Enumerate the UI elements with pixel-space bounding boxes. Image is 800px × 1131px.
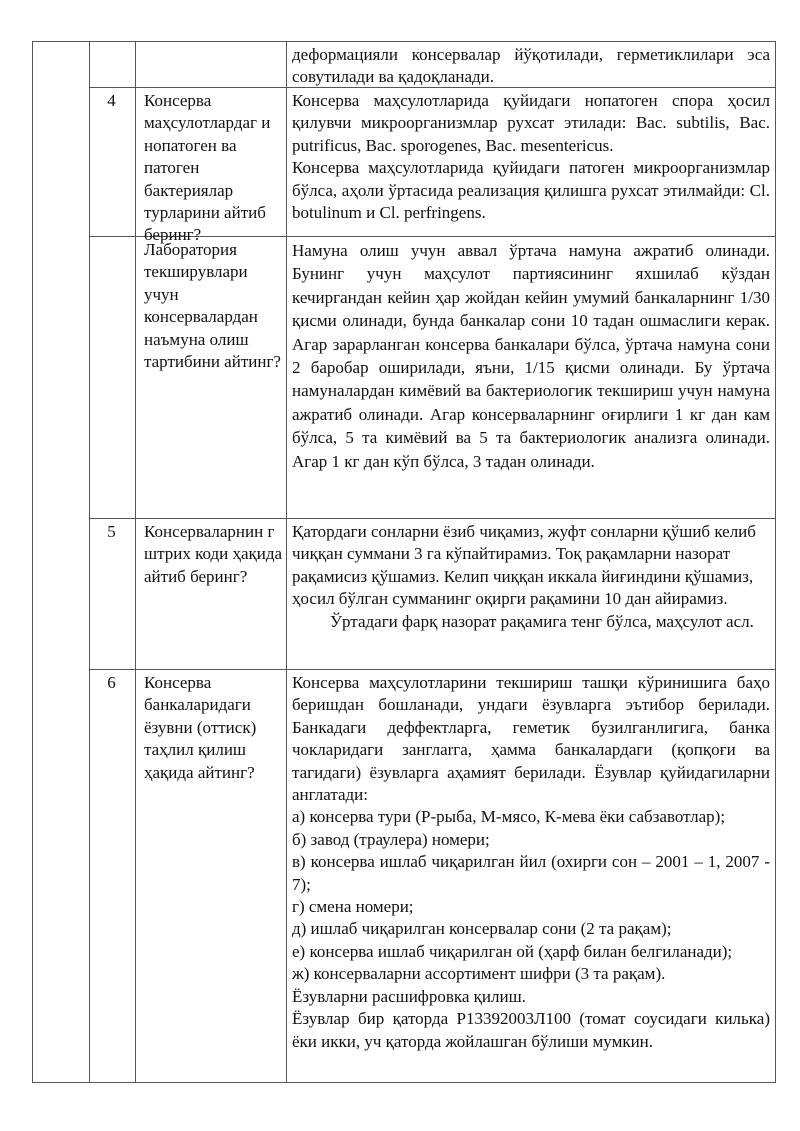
answer-text: деформацияли консервалар йўқотилади, герметиклилари эса совутилади ва қадоқланади. [292, 45, 770, 87]
answer-text: Консерва маҳсулотларида қуйидаги патоген микроорганизмлар бўлса, аҳоли ўртасида реализация қилишга рухсат этилмайди: Cl. botulinum и Cl. perfringens. [292, 158, 770, 223]
list-item: ж) консерваларни ассортимент шифри (3 та рақам). [292, 964, 666, 984]
answer-text: Ўртадаги фарқ назорат рақамига тенг бўлса, маҳсулот асл. [330, 611, 754, 631]
list-item: а) консерва тури (Р-рыба, М-мясо, К-мева ёки сабзавотлар); [292, 807, 726, 827]
list-item: д) ишлаб чиқарилган консервалар сони (2 та рақам); [292, 919, 672, 939]
answer-text: Ёзувлар бир қаторда Р13392003Л100 (томат соусидаги килька) ёки икки, уч қаторда жойлашган бўлиши мумкин. [292, 1009, 770, 1051]
row-number: 6 [107, 673, 116, 692]
answer-text: Консерва маҳсулотларини текшириш ташқи кўринишига баҳо беришдан бошланади, ундаги ёзувларга эътибор берилади. Банкадаги деффектларга, геметик бузилганлигига, банка чокларидаги занглarга, ҳамма банкалардаги (қопқоғи ва тагидаги) ёзувларга аҳамият берилади. Ёзувлар қуйидагиларни англатади: [292, 673, 770, 805]
table-top-border [32, 41, 776, 42]
answer-cell [292, 672, 770, 1053]
list-item: б) завод (траулера) номери; [292, 829, 490, 849]
list-item: г) смена номери; [292, 897, 414, 917]
question-text: Консерваларнин г штрих коди ҳақида айтиб беринг? [144, 522, 283, 586]
answer-cell [292, 521, 770, 633]
question-text: Лаборатория текширувлари учун консервалардан наъмуна олиш тартибини айтинг? [144, 240, 281, 372]
question-text: Консерва банкаларидаги ёзувни (оттиск) таҳлил қилиш ҳақида айтинг? [144, 673, 257, 782]
table-column-divider [89, 41, 90, 1083]
answer-text: Консерва маҳсулотларида қуйидаги нопатоген спора ҳосил қилувчи микроорганизмлар рухсат этилади: Bac. subtilis, Bac. putrificus, Bac. sporogenes, Bac. mesentericus. [292, 91, 770, 155]
table-right-border [775, 41, 776, 1083]
row-number: 4 [107, 91, 116, 110]
table-column-divider [135, 41, 136, 1083]
table-left-border [32, 41, 33, 1083]
answer-cell [292, 90, 770, 224]
row-divider [89, 518, 776, 519]
answer-cell [292, 239, 770, 473]
table-column-divider [286, 41, 287, 1083]
row-divider [89, 669, 776, 670]
row-number: 5 [107, 522, 116, 541]
table-row [292, 44, 770, 89]
table-bottom-border [32, 1082, 776, 1083]
list-item: в) консерва ишлаб чиқарилган йил (охирги сон – 2001 – 1, 2007 - 7); [292, 852, 770, 894]
answer-text: Қатордаги сонларни ёзиб чиқамиз, жуфт сонларни қўшиб келиб чиққан суммани 3 га кўпайтирамиз. Тоқ рақамларни назорат рақамисиз қўшамиз. Келип чиққан иккала йиғиндини қўшамиз, ҳосил бўлган сумманинг оқирги рақамини 10 дан айирамиз. [292, 522, 756, 609]
answer-text: Ёзувларни расшифровка қилиш. [292, 986, 526, 1006]
list-item: е) консерва ишлаб чиқарилган ой (ҳарф билан белгиланади); [292, 941, 733, 961]
question-text: Консерва маҳсулотлардаг и нопатоген ва патоген бактериялар турларини айтиб беринг? [144, 91, 271, 245]
answer-text: Намуна олиш учун аввал ўртача намуна ажратиб олинади. Бунинг учун маҳсулот партиясининг яхшилаб кўздан кечиргандан кейин ҳар жойдан кейин умумий банкаларнинг 1/30 қисми олинади, бунда банкалар сони 10 тадан ошмаслиги керак. Агар зарарланган консерва банкалари бўлса, ўртача намуна сони 2 баробар оширилади, яъни, 1/15 қисми олинади. Бу ўртача намуналардан кимёвий ва бактериологик текшириш учун намуна ажратиб олинади. Агар консерваларнинг оғирлиги 1 кг дан кам бўлса, 5 та кимёвий ва 5 та бактериологик анализга олинади. Агар 1 кг дан кўп бўлса, 3 тадан олинади. [292, 241, 770, 471]
